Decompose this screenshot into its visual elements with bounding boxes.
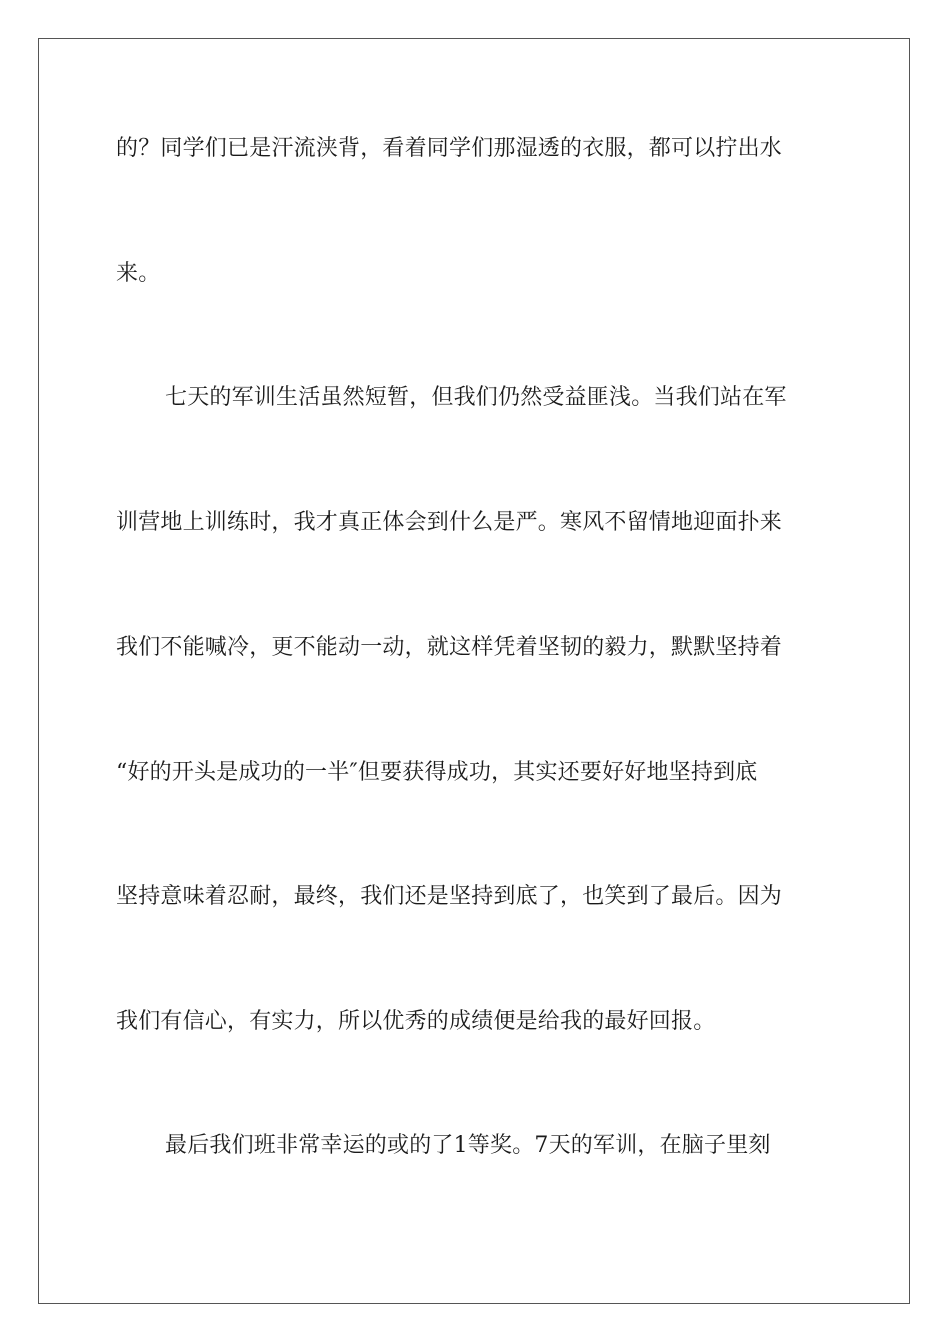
text-line-4: 训营地上训练时，我才真正体会到什么是严。寒风不留情地迎面扑来 <box>116 510 783 535</box>
text-line-9: 最后我们班非常幸运的或的了1等奖。7天的军训，在脑子里刻 <box>165 1133 771 1158</box>
text-line-6: “好的开头是成功的一半″但要获得成功，其实还要好好地坚持到底 <box>116 760 758 785</box>
text-line-8: 我们有信心，有实力，所以优秀的成绩便是给我的最好回报。 <box>116 1009 716 1034</box>
page-border <box>38 38 910 1304</box>
text-line-1: 的？同学们已是汗流浃背，看着同学们那湿透的衣服，都可以拧出水 <box>116 136 783 161</box>
text-line-3: 七天的军训生活虽然短暂，但我们仍然受益匪浅。当我们站在军 <box>165 385 787 410</box>
text-line-5: 我们不能喊冷，更不能动一动，就这样凭着坚韧的毅力，默默坚持着 <box>116 635 783 660</box>
text-line-2: 来。 <box>116 261 161 286</box>
text-line-7: 坚持意味着忍耐，最终，我们还是坚持到底了，也笑到了最后。因为 <box>116 884 783 909</box>
